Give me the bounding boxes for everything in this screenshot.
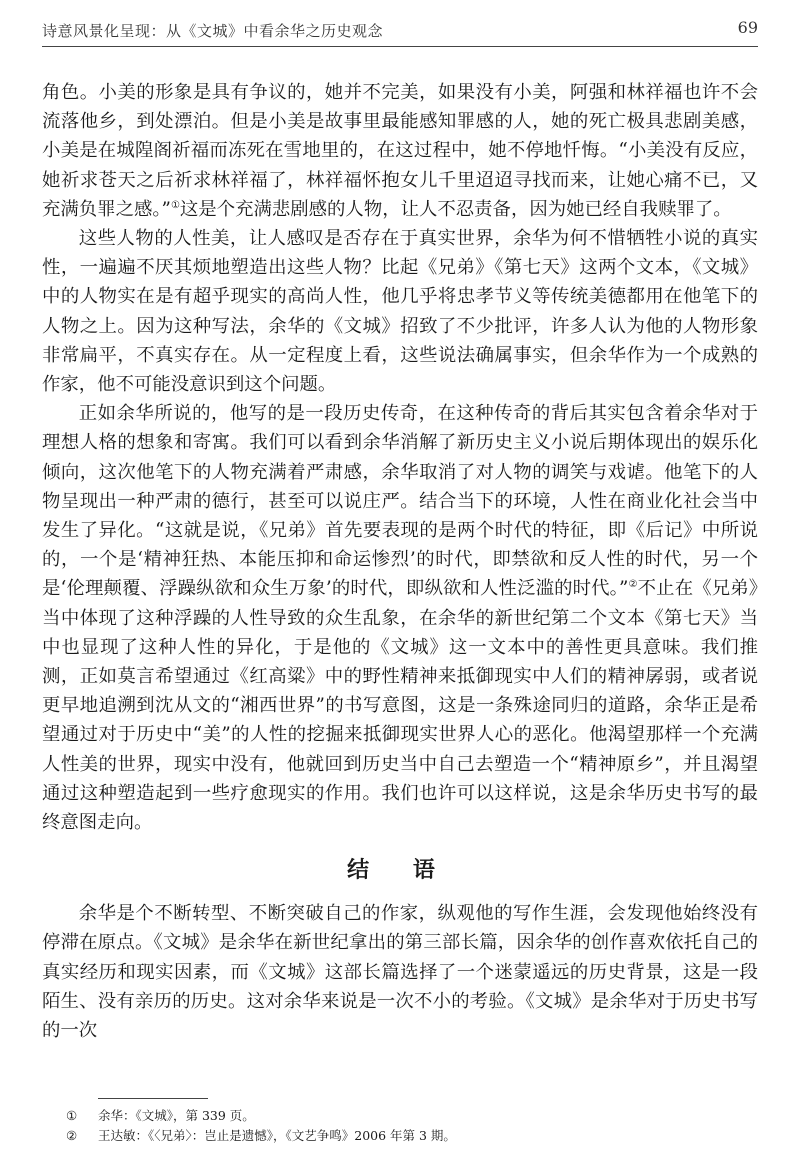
paragraph-text: 这些人物的人性美，让人感叹是否存在于真实世界，余华为何不惜牺牲小说的真实性，一遍遍不厌其烦地塑造出这些人物？比起《兄弟》《第七天》这两个文本，《文城》中的人物实在是有超乎现实的高尚人性，他几乎将忠孝节义等传统美德都用在他笔下的人物之上。因为这种写法，余华的《文城》招致了不少批评，许多人认为他的人物形象非常扁平，不真实存在。从一定程度上看，这些说法确属事实，但余华作为一个成熟的作家，他不可能没意识到这个问题。 [42,228,758,396]
paragraph-text: 角色。小美的形象是具有争议的，她并不完美，如果没有小美，阿强和林祥福也许不会流落他乡，到处漂泊。但是小美是故事里最能感知罪感的人，她的死亡极具悲剧美感，小美是在城隍阁祈福而冻死在雪地里的，在这过程中，她不停地忏悔。“小美没有反应，她祈求苍天之后祈求林祥福了，林祥福怀抱女儿千里迢迢寻找而来，让她心痛不已，又充满负罪之感。” [42,82,758,220]
header-divider [42,46,758,47]
paragraph-1 [42,78,758,224]
paragraph-text-tail: 不止在《兄弟》当中体现了这种浮躁的人性导致的众生乱象，在余华的新世纪第二个文本《第七天》当中也显现了这种人性的异化，于是他的《文城》这一文本中的善性更具意味。我们推测，正如莫言希望通过《红高粱》中的野性精神来抵御现实中人们的精神孱弱，或者说更早地追溯到沈从文的“湘西世界”的书写意图，这是一条殊途同归的道路，余华正是希望通过对于历史中“美”的人性的挖掘来抵御现实世界人心的恶化。他渴望那样一个充满人性美的世界，现实中没有，他就回到历史当中自己去塑造一个“精神原乡”，并且渴望通过这种塑造起到一些疗愈现实的作用。我们也许可以这样说，这是余华历史书写的最终意图走向。 [42,578,758,834]
footnote-mark: ② [66,1128,78,1143]
body-text [42,78,758,1045]
paragraph-text: 正如余华所说的，他写的是一段历史传奇，在这种传奇的背后其实包含着余华对于理想人格的想象和寄寓。我们可以看到余华消解了新历史主义小说后期体现出的娱乐化倾向，这次他笔下的人物充满着严肃感，余华取消了对人物的调笑与戏谑。他笔下的人物呈现出一种严肃的德行，甚至可以说庄严。结合当下的环境，人性在商业化社会当中发生了异化。“这就是说，《兄弟》首先要表现的是两个时代的特征，即《后记》中所说的，一个是‘精神狂热、本能压抑和命运惨烈’的时代，即禁欲和反人性的时代，另一个是‘伦理颠覆、浮躁纵欲和众生万象’的时代，即纵欲和人性泛滥的时代。” [42,403,758,600]
footnotes [66,1106,756,1146]
paragraph-3 [42,399,758,837]
footnote-2 [66,1126,756,1146]
footnote-text: 余华：《文城》，第 339 页。 [98,1108,255,1123]
footnote-1 [66,1106,756,1126]
footnote-text: 王达敏：《〈兄弟〉：岂止是遗憾》，《文艺争鸣》2006 年第 3 期。 [98,1128,456,1143]
paragraph-2 [42,224,758,399]
section-heading: 结 语 [347,857,453,884]
footnote-ref-1[interactable]: ① [170,199,180,211]
footnote-ref-2[interactable]: ② [628,579,638,591]
footnote-mark: ① [66,1108,78,1123]
paragraph-text: 余华是个不断转型、不断突破自己的作家，纵观他的写作生涯，会发现他始终没有停滞在原点。《文城》是余华在新世纪拿出的第三部长篇，因余华的创作喜欢依托自己的真实经历和现实因素，而《文城》这部长篇选择了一个迷蒙遥远的历史背景，这是一段陌生、没有亲历的历史。这对余华来说是一次不小的考验。《文城》是余华对于历史书写的一次 [42,903,758,1042]
paragraph-conclusion [42,899,758,1045]
running-header [42,12,758,42]
footnote-divider [98,1098,208,1099]
page-number: 69 [737,18,758,37]
paragraph-text-tail: 这是个充满悲剧感的人物，让人不忍责备，因为她已经自我赎罪了。 [179,198,732,220]
header-title: 诗意风景化呈现：从《文城》中看余华之历史观念 [42,22,384,40]
